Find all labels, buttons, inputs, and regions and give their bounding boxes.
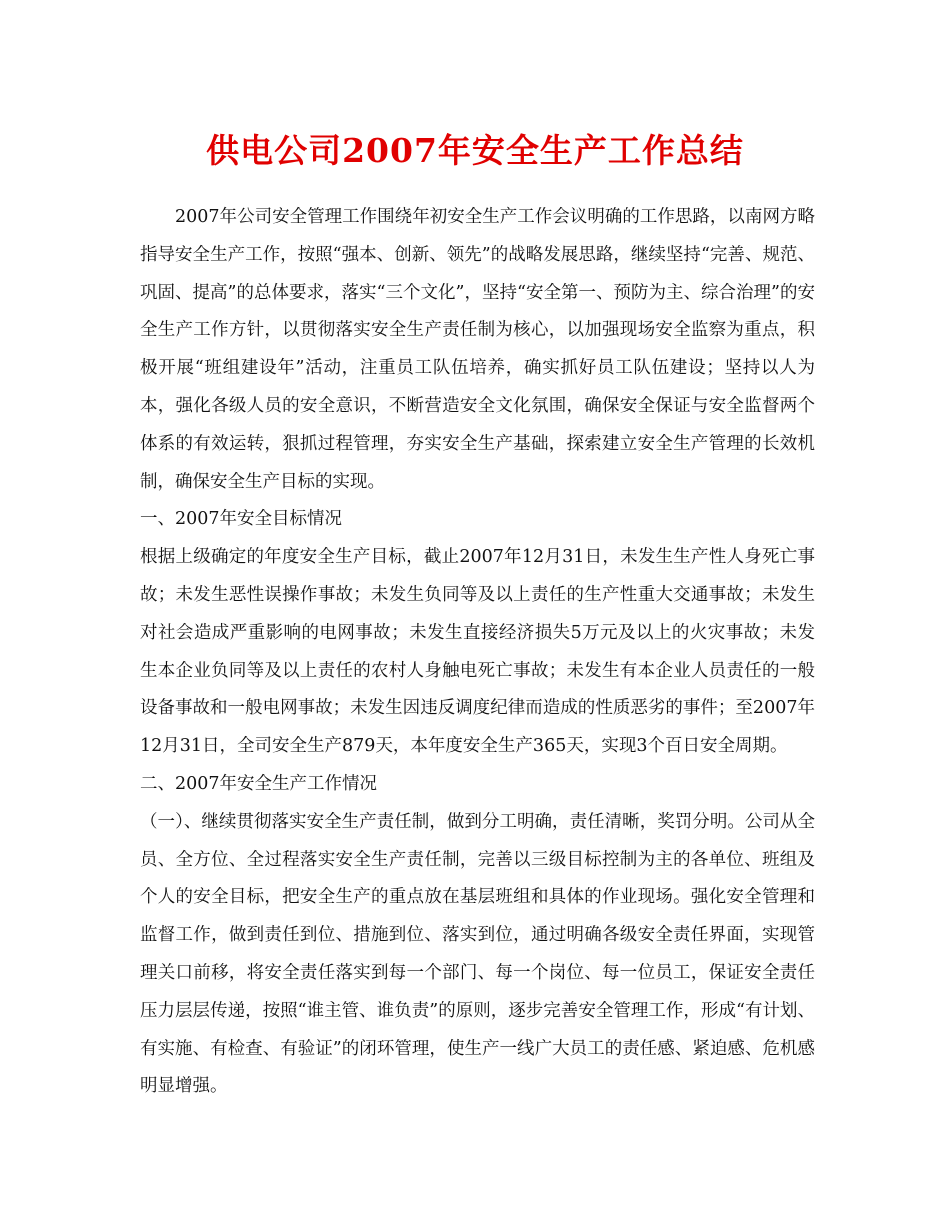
document-body xyxy=(140,199,815,1106)
section-1-paragraph: 根据上级确定的年度安全生产目标，截止2007年12月31日，未发生生产性人身死亡事故；未发生恶性误操作事故；未发生负同等及以上责任的生产性重大交通事故；未发生对社会造成严重影响的电网事故；未发生直接经济损失5万元及以上的火灾事故；未发生本企业负同等及以上责任的农村人身触电死亡事故；未发生有本企业人员责任的一般设备事故和一般电网事故；未发生因违反调度纪律而造成的性质恶劣的事件；至2007年12月31日，全司安全生产879天，本年度安全生产365天，实现3个百日安全周期。 xyxy=(140,547,815,757)
section-heading-1: 一、2007年安全目标情况 xyxy=(140,509,343,530)
document-title: 供电公司2007年安全生产工作总结 xyxy=(206,131,744,170)
section-2-paragraph: （一）、继续贯彻落实安全生产责任制，做到分工明确，责任清晰，奖罚分明。公司从全员、全方位、全过程落实安全生产责任制，完善以三级目标控制为主的各单位、班组及个人的安全目标，把安全生产的重点放在基层班组和具体的作业现场。强化安全管理和监督工作，做到责任到位、措施到位、落实到位，通过明确各级安全责任界面，实现管理关口前移，将安全责任落实到每一个部门、每一个岗位、每一位员工，保证安全责任压力层层传递，按照“谁主管、谁负责”的原则，逐步完善安全管理工作，形成“有计划、有实施、有检查、有验证”的闭环管理，使生产一线广大员工的责任感、紧迫感、危机感明显增强。 xyxy=(140,811,815,1097)
intro-paragraph: 2007年公司安全管理工作围绕年初安全生产工作会议明确的工作思路，以南网方略指导安全生产工作，按照“强本、创新、领先”的战略发展思路，继续坚持“完善、规范、巩固、提高”的总体要求，落实“三个文化”，坚持“安全第一、预防为主、综合治理”的安全生产工作方针，以贯彻落实安全生产责任制为核心，以加强现场安全监察为重点，积极开展“班组建设年”活动，注重员工队伍培养，确实抓好员工队伍建设；坚持以人为本，强化各级人员的安全意识，不断营造安全文化氛围，确保安全保证与安全监督两个体系的有效运转，狠抓过程管理，夯实安全生产基础，探索建立安全生产管理的长效机制，确保安全生产目标的实现。 xyxy=(140,207,815,492)
section-heading-2: 二、2007年安全生产工作情况 xyxy=(140,773,378,794)
